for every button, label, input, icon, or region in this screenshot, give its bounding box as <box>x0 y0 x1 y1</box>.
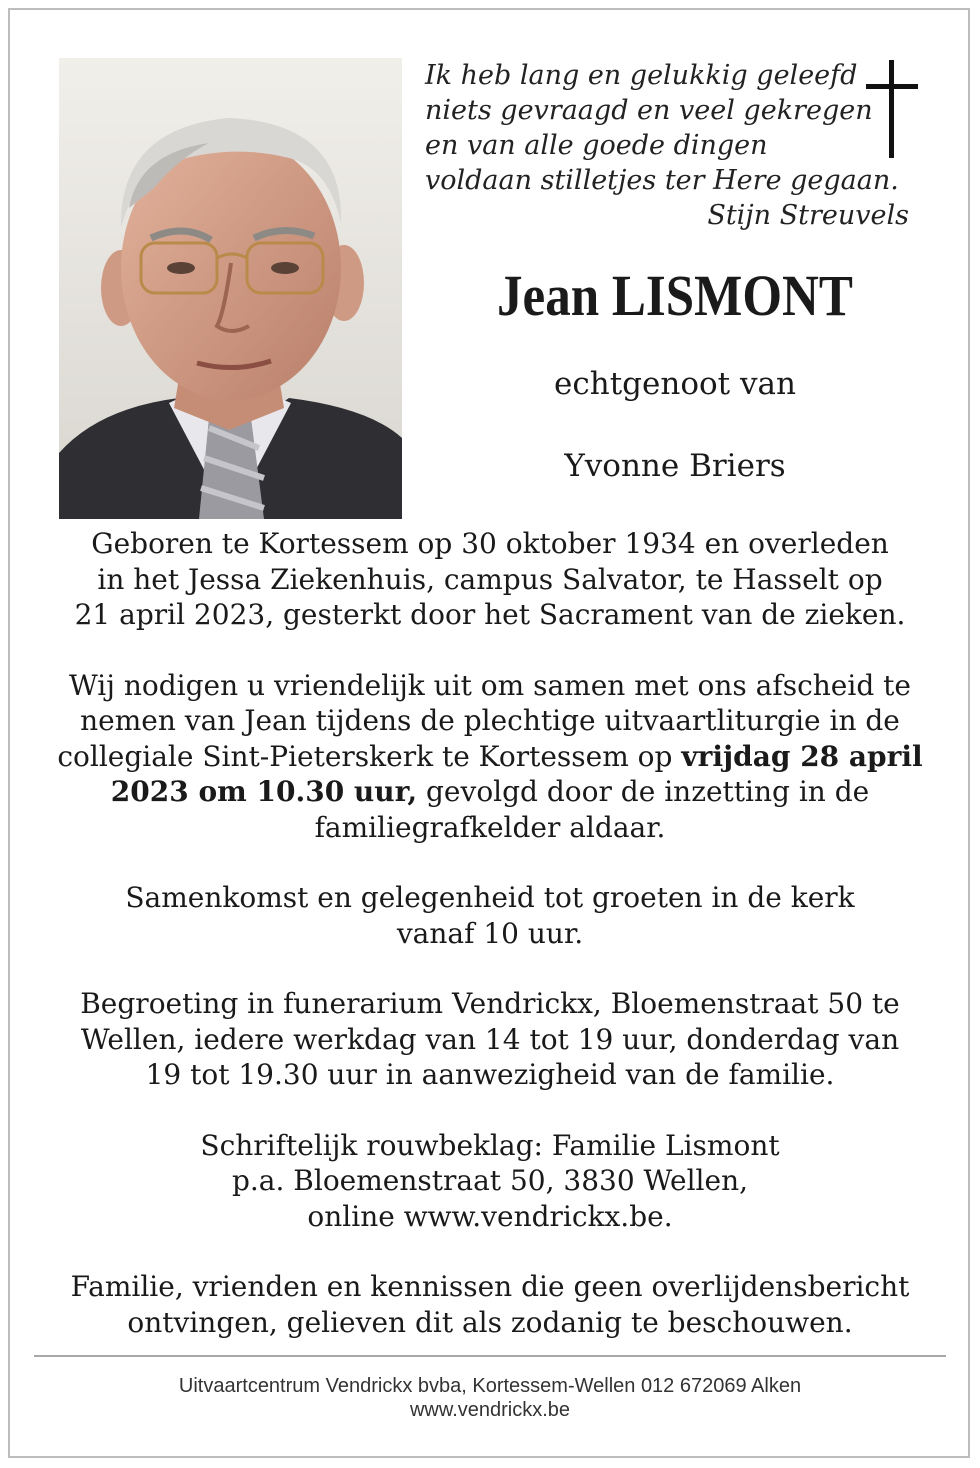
text-line: Samenkomst en gelegenheid tot groeten in de kerk <box>125 881 855 914</box>
spouse-name: Yvonne Briers <box>564 448 786 484</box>
text-line: Familie, vrienden en kennissen die geen overlijdensbericht <box>70 1270 910 1303</box>
text-line: Geboren te Kortessem op 30 oktober 1934 en overleden <box>91 527 889 560</box>
poem-line: Ik heb lang en gelukkig geleefd <box>425 60 858 91</box>
text-line: in het Jessa Ziekenhuis, campus Salvator, te Hasselt op <box>97 562 883 596</box>
text-line: 21 april 2023, gesterkt door het Sacrament van de zieken. <box>74 598 906 631</box>
funeral-date: vrijdag 28 april <box>681 739 923 773</box>
text-line: vanaf 10 uur. <box>396 916 584 950</box>
relation-label: echtgenoot van <box>554 366 796 402</box>
poem-line: en van alle goede dingen <box>425 130 768 161</box>
poem-author: Stijn Streuvels <box>707 200 909 231</box>
funeral-time: 2023 om 10.30 uur, <box>110 775 418 808</box>
text-segment: gevolgd door de inzetting in de <box>417 775 870 808</box>
text-line <box>40 739 940 775</box>
text-line: nemen van Jean tijdens de plechtige uitvaartliturgie in de <box>80 704 900 737</box>
funeral-home-info: Uitvaartcentrum Vendrickx bvba, Kortessem-Wellen 012 672069 Alken <box>178 1375 802 1397</box>
announcement-body <box>40 526 940 1375</box>
deceased-name: Jean LISMONT <box>497 263 853 328</box>
cross-icon <box>862 60 922 160</box>
funeral-home-website: www.vendrickx.be <box>409 1399 571 1421</box>
text-line: Begroeting in funerarium Vendrickx, Bloemenstraat 50 te <box>80 987 900 1020</box>
poem-quote <box>425 58 915 233</box>
poem-line: niets gevraagd en veel gekregen <box>425 95 873 126</box>
text-line: familiegrafkelder aldaar. <box>314 810 666 844</box>
gathering-paragraph <box>40 880 940 951</box>
notice-paragraph <box>40 1269 940 1340</box>
portrait-photo <box>59 58 402 519</box>
text-line: 19 tot 19.30 uur in aanwezigheid van de familie. <box>145 1058 835 1091</box>
text-line: Wellen, iedere werkdag van 14 tot 19 uur, donderdag van <box>80 1022 900 1056</box>
footer-divider <box>34 1355 946 1357</box>
text-line <box>40 774 940 810</box>
poem-line: voldaan stilletjes ter Here gegaan. <box>425 165 899 196</box>
text-segment: collegiale Sint-Pieterskerk te Kortessem op <box>57 739 682 773</box>
text-line: online www.vendrickx.be. <box>307 1199 673 1233</box>
text-line: Wij nodigen u vriendelijk uit om samen met ons afscheid te <box>69 668 911 702</box>
visitation-paragraph <box>40 986 940 1093</box>
birth-paragraph <box>40 526 940 633</box>
footer <box>40 1374 940 1422</box>
text-line: ontvingen, gelieven dit als zodanig te beschouwen. <box>127 1305 853 1339</box>
text-line: Schriftelijk rouwbeklag: Familie Lismont <box>200 1128 780 1162</box>
condolences-paragraph <box>40 1128 940 1235</box>
text-line: p.a. Bloemenstraat 50, 3830 Wellen, <box>231 1164 749 1197</box>
invitation-paragraph <box>40 668 940 846</box>
